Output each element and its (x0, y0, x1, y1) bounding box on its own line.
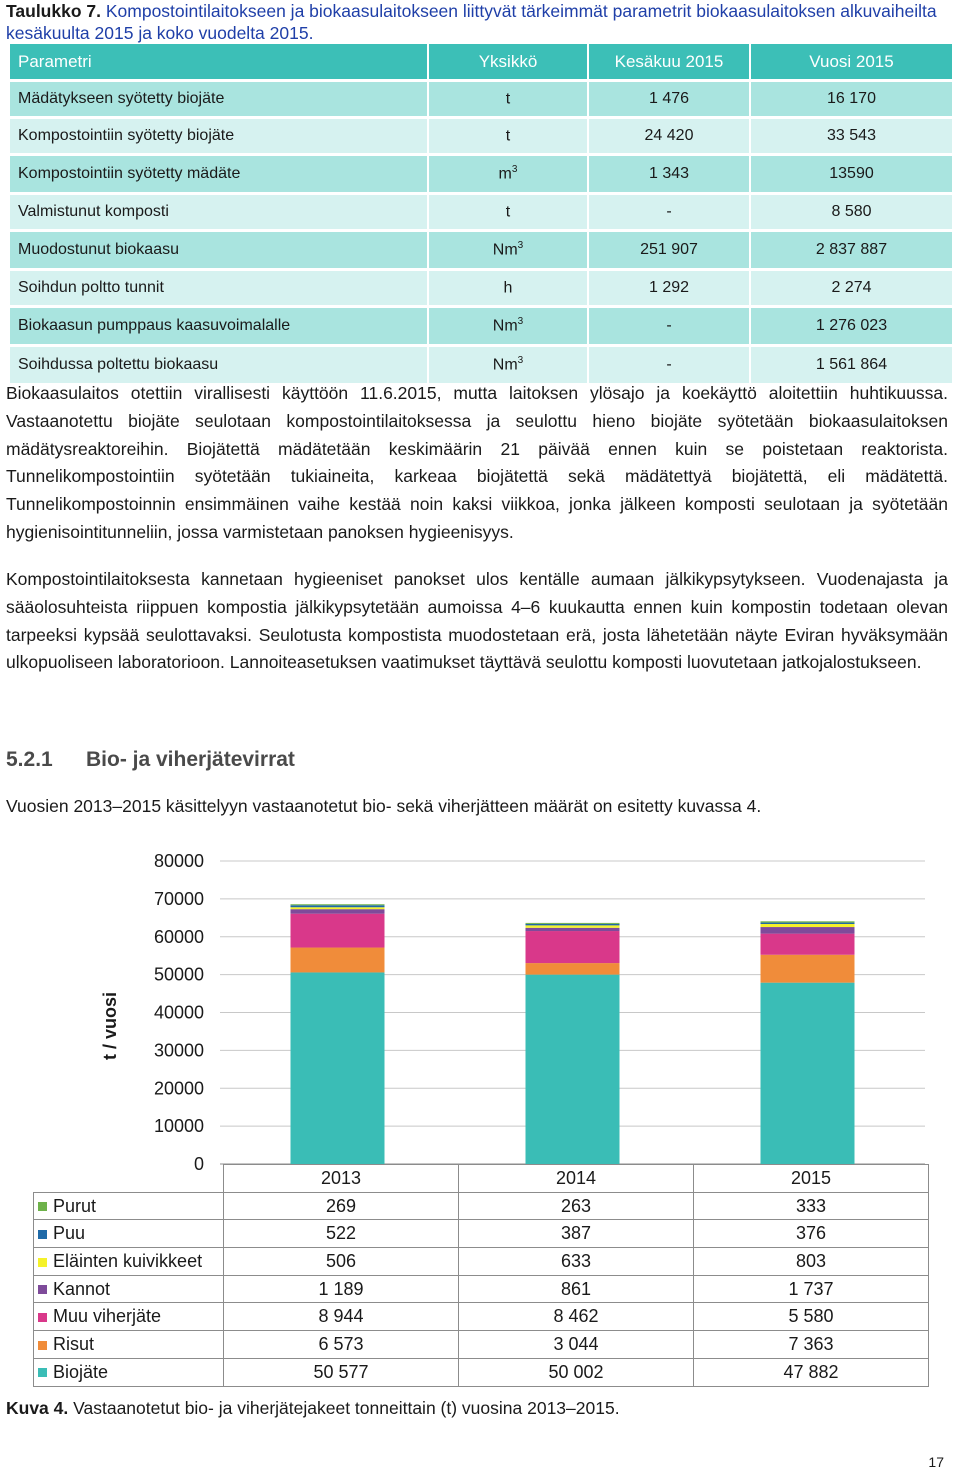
table-caption-label: Taulukko 7. (6, 1, 101, 21)
bar-segment-2015-5 (761, 923, 855, 924)
data-value: 522 (224, 1220, 459, 1248)
data-value: 5 580 (694, 1303, 929, 1331)
bar-segment-2014-1 (526, 963, 620, 975)
bar-segment-2013-5 (291, 905, 385, 907)
legend-key-elainten-kuivikkeet (38, 1258, 47, 1267)
y-tick-label: 10000 (153, 1116, 204, 1137)
section-heading (6, 748, 295, 772)
table-caption (6, 0, 951, 44)
cell-june: 1 476 (588, 81, 750, 118)
chart-data-table (33, 1164, 929, 1387)
y-tick-label: 80000 (153, 851, 204, 871)
bar-segment-2015-3 (761, 927, 855, 934)
y-tick-label: 30000 (153, 1040, 204, 1061)
section-number: 5.2.1 (6, 748, 53, 771)
data-value: 1 189 (224, 1275, 459, 1303)
cell-parameter: Kompostointiin syötetty biojäte (10, 118, 428, 155)
bar-segment-2014-2 (526, 931, 620, 963)
cell-parameter: Mädätykseen syötetty biojäte (10, 81, 428, 118)
cell-year: 2 837 887 (750, 231, 953, 270)
bar-segment-2013-4 (291, 907, 385, 909)
data-row-risut (34, 1331, 929, 1359)
cell-june: - (588, 194, 750, 231)
data-value: 633 (459, 1248, 694, 1276)
header-parameter: Parametri (10, 44, 428, 81)
table-row (10, 231, 953, 270)
cell-june: 24 420 (588, 118, 750, 155)
table-row (10, 118, 953, 155)
data-row-purut (34, 1192, 929, 1220)
table-row (10, 307, 953, 346)
data-value: 8 462 (459, 1303, 694, 1331)
cell-june: 1 292 (588, 270, 750, 307)
cell-unit: h (428, 270, 588, 307)
paragraph-biogas: Biokaasulaitos otettiin virallisesti käyttöön 11.6.2015, mutta laitoksen ylösajo ja koekäyttö aloitettiin huhtikuussa. Vastaanotettu biojäte seulotaan kompostointilaitoksessa ja seulottu hieno biojäte syötetään biokaasulaitoksen mädätysreaktoreihin. Biojätettä mädätetään keskimäärin 21 päivää ennen kuin se poistetaan reaktorista. Tunnelikompostointiin syötetään tukiaineita, karkeaa biojätettä sekä mädätettyä biojätettä, eli mädätettä. Tunnelikompostoinnin ensimmäinen vaihe kestää noin kaksi viikkoa, jonka jälkeen komposti seulotaan ja syötetään hygienisointitunneliin, jossa varmistetaan panoksen hygieenisyys. (6, 383, 948, 542)
cell-year: 8 580 (750, 194, 953, 231)
cell-year: 16 170 (750, 81, 953, 118)
data-row-elainten-kuivikkeet (34, 1248, 929, 1276)
data-value: 6 573 (224, 1331, 459, 1359)
page-number: 17 (928, 1454, 944, 1470)
legend-key-kannot (38, 1285, 47, 1294)
y-tick-label: 20000 (153, 1078, 204, 1099)
cell-year: 2 274 (750, 270, 953, 307)
bar-segment-2014-3 (526, 928, 620, 931)
cell-parameter: Soihdussa poltettu biokaasu (10, 346, 428, 384)
bar-segment-2015-6 (761, 921, 855, 922)
cell-year: 13590 (750, 155, 953, 194)
cell-unit: t (428, 194, 588, 231)
cell-parameter: Soihdun poltto tunnit (10, 270, 428, 307)
data-value: 387 (459, 1220, 694, 1248)
y-tick-label: 40000 (153, 1002, 204, 1023)
bar-segment-2013-6 (291, 904, 385, 905)
year-2014: 2014 (459, 1165, 694, 1193)
legend-key-purut (38, 1202, 47, 1211)
legend-key-biojate (38, 1368, 47, 1377)
table-caption-text: Kompostointilaitokseen ja biokaasulaitokseen liittyvät tärkeimmät parametrit biokaasulaitoksen alkuvaiheilta kesäkuulta 2015 ja koko vuodelta 2015. (6, 1, 937, 43)
cell-parameter: Valmistunut komposti (10, 194, 428, 231)
bar-segment-2015-1 (761, 955, 855, 983)
header-june-2015: Kesäkuu 2015 (588, 44, 750, 81)
section-title: Bio- ja viherjätevirrat (86, 748, 295, 771)
cell-june: 251 907 (588, 231, 750, 270)
bar-segment-2013-2 (291, 914, 385, 948)
y-tick-label: 50000 (153, 964, 204, 985)
bar-segment-2015-0 (761, 983, 855, 1164)
cell-unit: Nm$^3$ (428, 307, 588, 346)
data-row-kannot (34, 1275, 929, 1303)
table-row (10, 270, 953, 307)
cell-june: - (588, 307, 750, 346)
figure-caption (6, 1398, 620, 1419)
data-value: 3 044 (459, 1331, 694, 1359)
cell-unit: t (428, 81, 588, 118)
data-row-puu (34, 1220, 929, 1248)
legend-label: Muu viherjäte (53, 1306, 162, 1327)
y-tick-label: 70000 (153, 888, 204, 909)
data-value: 333 (694, 1192, 929, 1220)
data-value: 861 (459, 1275, 694, 1303)
cell-parameter: Biokaasun pumppaus kaasuvoimalalle (10, 307, 428, 346)
bar-segment-2013-0 (291, 972, 385, 1164)
table-row (10, 194, 953, 231)
cell-unit: Nm$^3$ (428, 346, 588, 384)
waste-stacked-bar-chart (0, 840, 960, 1170)
bar-segment-2014-0 (526, 975, 620, 1164)
bar-segment-2013-3 (291, 909, 385, 914)
section-intro: Vuosien 2013–2015 käsittelyyn vastaanotetut bio- sekä viherjätteen määrät on esitetty kuvassa 4. (6, 796, 762, 816)
table-row (10, 81, 953, 118)
y-tick-label: 60000 (153, 926, 204, 947)
figure-caption-text: Vastaanotetut bio- ja viherjätejakeet tonneittain (t) vuosina 2013–2015. (73, 1398, 620, 1418)
bar-segment-2014-4 (526, 925, 620, 927)
legend-label: Biojäte (53, 1361, 109, 1382)
table-row (10, 346, 953, 384)
legend-key-puu (38, 1230, 47, 1239)
year-2015: 2015 (694, 1165, 929, 1193)
data-row-biojate (34, 1358, 929, 1386)
legend-label: Eläinten kuivikkeet (53, 1250, 203, 1271)
bar-segment-2014-5 (526, 924, 620, 925)
data-value: 269 (224, 1192, 459, 1220)
legend-label: Purut (53, 1195, 97, 1216)
data-value: 506 (224, 1248, 459, 1276)
cell-year: 1 276 023 (750, 307, 953, 346)
bar-segment-2013-1 (291, 948, 385, 973)
table-row (10, 155, 953, 194)
data-value: 1 737 (694, 1275, 929, 1303)
parameter-table (10, 44, 954, 383)
data-value: 8 944 (224, 1303, 459, 1331)
year-2013: 2013 (224, 1165, 459, 1193)
bar-segment-2014-6 (526, 923, 620, 924)
cell-unit: $m^3$ (428, 155, 588, 194)
data-value: 50 002 (459, 1358, 694, 1386)
data-value: 47 882 (694, 1358, 929, 1386)
cell-unit: Nm$^3$ (428, 231, 588, 270)
data-value: 50 577 (224, 1358, 459, 1386)
legend-key-risut (38, 1341, 47, 1350)
data-value: 263 (459, 1192, 694, 1220)
cell-june: 1 343 (588, 155, 750, 194)
figure-caption-label: Kuva 4. (6, 1398, 69, 1418)
data-table-header (34, 1165, 929, 1193)
data-row-muu-viherjate (34, 1303, 929, 1331)
paragraph-composting: Kompostointilaitoksesta kannetaan hygieeniset panokset ulos kentälle aumaan jälkikypsytykseen. Vuodenajasta ja sääolosuhteista riippuen kompostia jälkikypsytetään aumoissa 4–6 kuukautta ennen kuin kompostin todetaan olevan tarpeeksi kypsää seulottavaksi. Seulotusta kompostista muodostetaan erä, josta lähetetään näyte Eviran hyväksymään ulkopuoliseen laboratorioon. Lannoiteasetuksen vaatimukset täyttävä seulottu komposti luovutetaan jatkojalostukseen. (6, 569, 948, 673)
cell-june: - (588, 346, 750, 384)
y-tick-label: 0 (193, 1154, 204, 1170)
legend-key-muu-viherjate (38, 1313, 47, 1322)
parameter-table-header (10, 44, 953, 81)
cell-year: 1 561 864 (750, 346, 953, 384)
header-year-2015: Vuosi 2015 (750, 44, 953, 81)
cell-unit: t (428, 118, 588, 155)
legend-label: Risut (53, 1333, 95, 1354)
cell-parameter: Muodostunut biokaasu (10, 231, 428, 270)
data-value: 803 (694, 1248, 929, 1276)
legend-label: Kannot (53, 1278, 111, 1299)
legend-label: Puu (53, 1223, 86, 1244)
bar-segment-2015-4 (761, 924, 855, 927)
y-axis-label: t / vuosi (100, 991, 120, 1060)
data-value: 376 (694, 1220, 929, 1248)
cell-parameter: Kompostointiin syötetty mädäte (10, 155, 428, 194)
header-unit: Yksikkö (428, 44, 588, 81)
data-value: 7 363 (694, 1331, 929, 1359)
cell-year: 33 543 (750, 118, 953, 155)
bar-segment-2015-2 (761, 934, 855, 955)
